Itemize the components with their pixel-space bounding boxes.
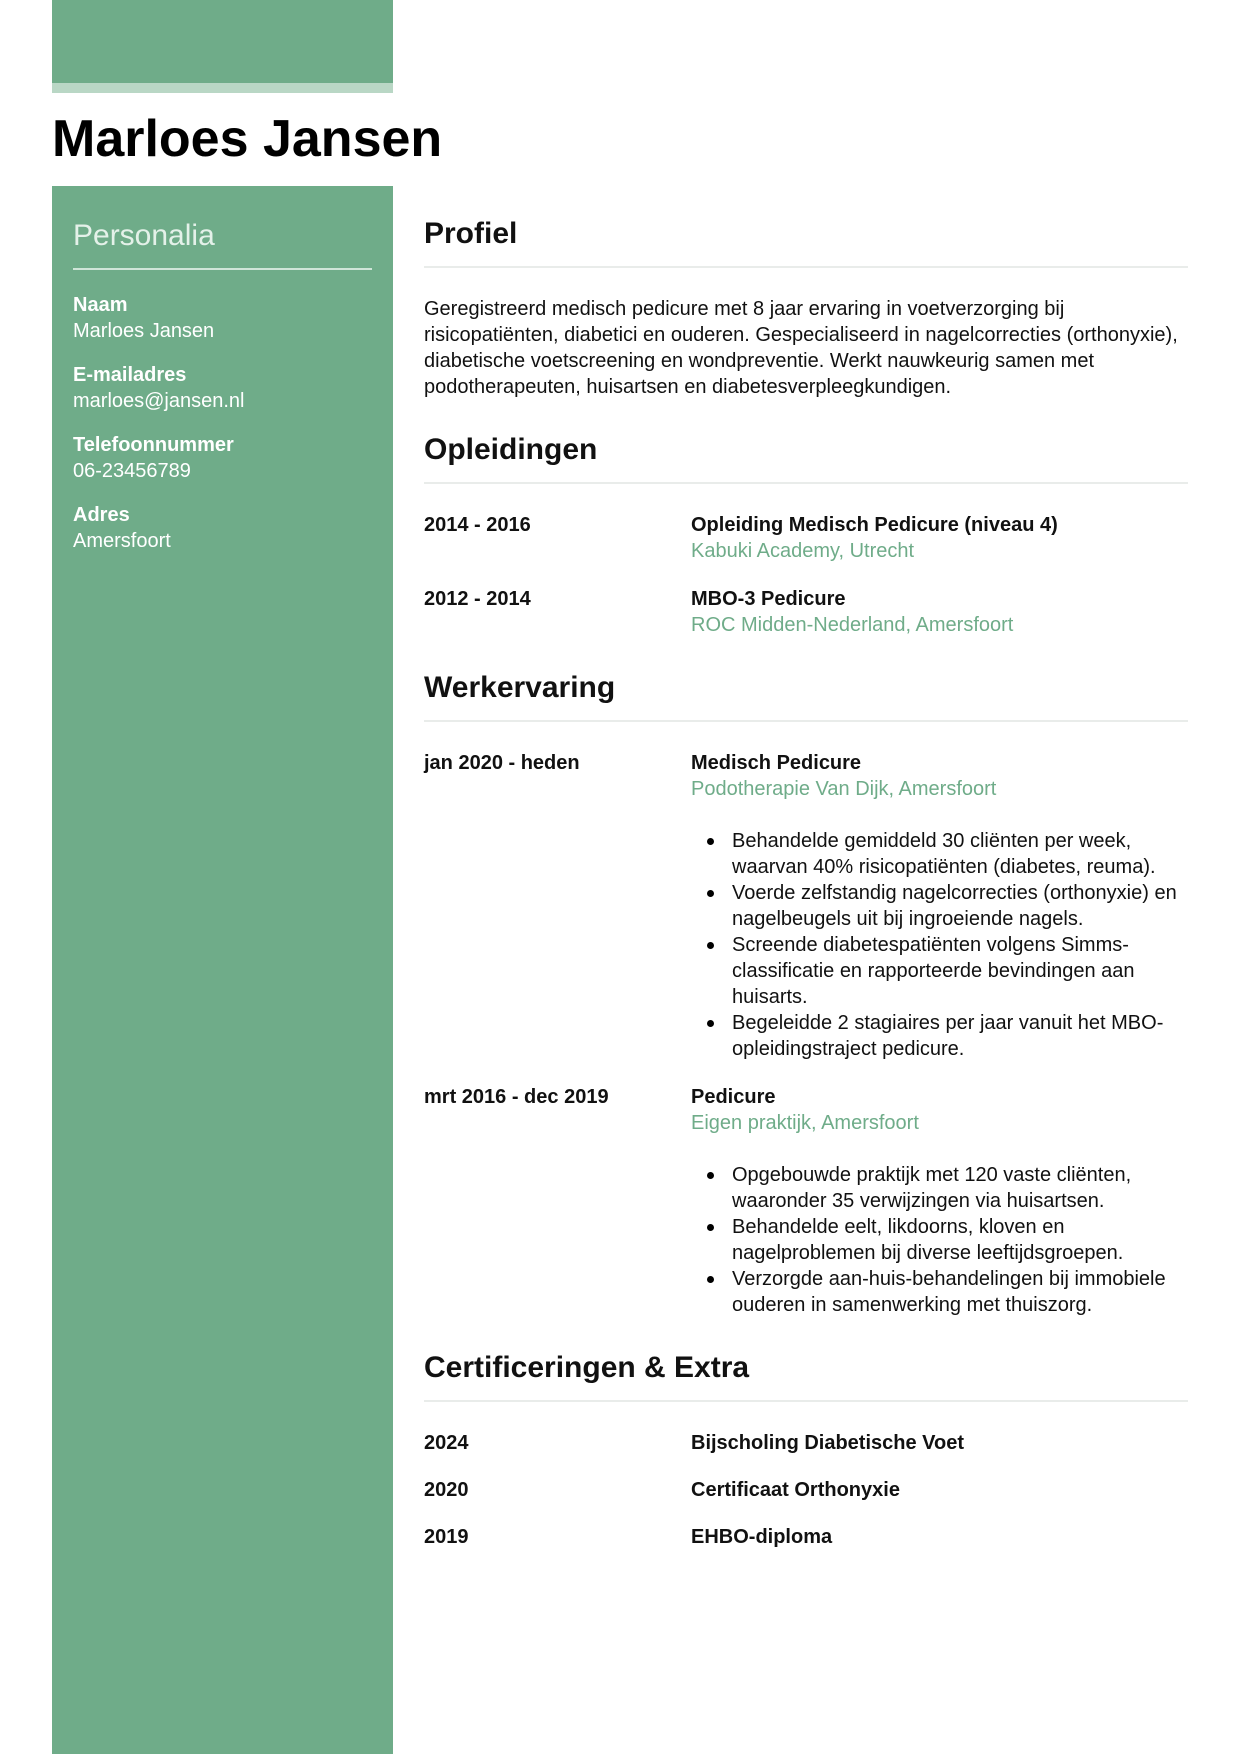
main-content	[424, 186, 1188, 1571]
personal-item-email	[73, 362, 372, 414]
section-title: Profiel	[424, 217, 518, 250]
certification-entry	[424, 1524, 1188, 1550]
education-section	[424, 430, 1188, 638]
cert-year: 2020	[424, 1479, 469, 1501]
certifications-section	[424, 1348, 1188, 1550]
cert-year: 2019	[424, 1526, 469, 1548]
personal-item-name	[73, 292, 372, 344]
section-divider	[424, 1400, 1188, 1402]
experience-section	[424, 668, 1188, 1318]
sidebar-divider	[73, 268, 372, 270]
personal-item-phone	[73, 432, 372, 484]
cert-year: 2024	[424, 1432, 469, 1454]
sidebar-title: Personalia	[73, 219, 215, 252]
candidate-name: Marloes Jansen	[52, 110, 443, 168]
entry-title: Pedicure	[691, 1086, 776, 1108]
personal-item-label: E-mailadres	[73, 364, 187, 386]
personal-info-sidebar	[52, 186, 393, 1754]
entry-employer: Podotherapie Van Dijk, Amersfoort	[691, 778, 997, 800]
entry-institution: Kabuki Academy, Utrecht	[691, 540, 915, 562]
entry-body	[691, 512, 1188, 564]
entry-body	[691, 1084, 1188, 1318]
cert-title: Bijscholing Diabetische Voet	[691, 1432, 965, 1454]
bullet-item: Voerde zelfstandig nagelcorrecties (orthonyxie) en nagelbeugels uit bij ingroeiende nagels.	[691, 880, 1188, 932]
certification-entry	[424, 1430, 1188, 1456]
cert-title: EHBO-diploma	[691, 1526, 833, 1548]
personal-item-address	[73, 502, 372, 554]
section-title: Certificeringen & Extra	[424, 1351, 750, 1384]
entry-body	[691, 750, 1188, 1062]
profile-section	[424, 214, 1188, 400]
entry-body	[691, 586, 1188, 638]
entry-date: mrt 2016 - dec 2019	[424, 1086, 609, 1108]
bullet-list	[691, 1162, 1188, 1318]
personal-item-value: 06-23456789	[73, 460, 191, 482]
education-entry	[424, 512, 1188, 564]
education-entry	[424, 586, 1188, 638]
header-accent-stripe	[52, 83, 393, 93]
entry-date: jan 2020 - heden	[424, 752, 580, 774]
bullet-list	[691, 828, 1188, 1062]
entry-institution: ROC Midden-Nederland, Amersfoort	[691, 614, 1014, 636]
bullet-item: Behandelde eelt, likdoorns, kloven en nagelproblemen bij diverse leeftijdsgroepen.	[691, 1214, 1188, 1266]
bullet-item: Begeleidde 2 stagiaires per jaar vanuit het MBO-opleidingstraject pedicure.	[691, 1010, 1188, 1062]
section-divider	[424, 720, 1188, 722]
bullet-item: Behandelde gemiddeld 30 cliënten per week, waarvan 40% risicopatiënten (diabetes, reuma).	[691, 828, 1188, 880]
personal-item-label: Telefoonnummer	[73, 434, 234, 456]
section-title: Opleidingen	[424, 433, 598, 466]
entry-title: Opleiding Medisch Pedicure (niveau 4)	[691, 514, 1058, 536]
bullet-item: Screende diabetespatiënten volgens Simms-classificatie en rapporteerde bevindingen aan huisarts.	[691, 932, 1188, 1010]
experience-entry	[424, 750, 1188, 1062]
certification-entry	[424, 1477, 1188, 1503]
header-color-band	[52, 0, 393, 83]
entry-date: 2012 - 2014	[424, 588, 531, 610]
personal-item-value: Marloes Jansen	[73, 320, 215, 342]
personal-item-label: Naam	[73, 294, 128, 316]
bullet-item: Opgebouwde praktijk met 120 vaste cliënten, waaronder 35 verwijzingen via huisartsen.	[691, 1162, 1188, 1214]
profile-text: Geregistreerd medisch pedicure met 8 jaar ervaring in voetverzorging bij risicopatiënten, diabetici en ouderen. Gespecialiseerd in nagelcorrecties (orthonyxie), diabetische voetscreening en wondpreventie. Werkt nauwkeurig samen met podotherapeuten, huisartsen en diabetesverpleegkundigen.	[424, 298, 1178, 398]
entry-title: MBO-3 Pedicure	[691, 588, 846, 610]
cert-title: Certificaat Orthonyxie	[691, 1479, 900, 1501]
section-title: Werkervaring	[424, 671, 616, 704]
personal-item-label: Adres	[73, 504, 130, 526]
personal-item-value: Amersfoort	[73, 530, 171, 552]
entry-employer: Eigen praktijk, Amersfoort	[691, 1112, 919, 1134]
entry-date: 2014 - 2016	[424, 514, 531, 536]
experience-entry	[424, 1084, 1188, 1318]
section-divider	[424, 266, 1188, 268]
section-divider	[424, 482, 1188, 484]
personal-item-value: marloes@jansen.nl	[73, 390, 245, 412]
bullet-item: Verzorgde aan-huis-behandelingen bij immobiele ouderen in samenwerking met thuiszorg.	[691, 1266, 1188, 1318]
entry-title: Medisch Pedicure	[691, 752, 862, 774]
